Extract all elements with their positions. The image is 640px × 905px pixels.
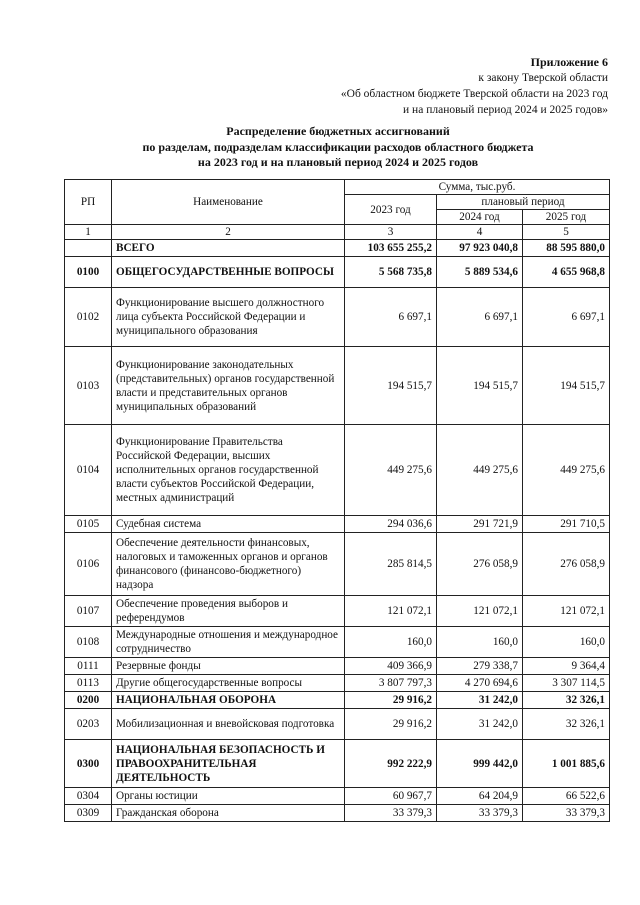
appendix-line-1: к закону Тверской области xyxy=(478,72,608,84)
col-number: 5 xyxy=(523,225,610,240)
row-value-2023: 992 222,9 xyxy=(345,740,437,788)
row-value-2025: 32 326,1 xyxy=(523,692,610,709)
row-value-2025: 9 364,4 xyxy=(523,658,610,675)
appendix-title: Приложение 6 xyxy=(530,55,608,69)
row-value-2024: 279 338,7 xyxy=(437,658,523,675)
row-code: 0203 xyxy=(65,709,112,740)
header-2023: 2023 год xyxy=(345,195,437,225)
row-name: Обеспечение деятельности финансовых, налоговых и таможенных органов и органов финансового (финансово-бюджетного) надзора xyxy=(112,533,345,596)
row-value-2025: 449 275,6 xyxy=(523,425,610,516)
row-name: Функционирование законодательных (представительных) органов государственной власти и представительных органов муниципальных образований xyxy=(112,347,345,425)
row-code: 0104 xyxy=(65,425,112,516)
row-value-2024: 999 442,0 xyxy=(437,740,523,788)
row-name: ОБЩЕГОСУДАРСТВЕННЫЕ ВОПРОСЫ xyxy=(112,257,345,288)
row-value-2025: 4 655 968,8 xyxy=(523,257,610,288)
row-value-2025: 33 379,3 xyxy=(523,805,610,822)
row-name: Органы юстиции xyxy=(112,788,345,805)
header-name: Наименование xyxy=(112,180,345,225)
row-code: 0200 xyxy=(65,692,112,709)
row-name: Международные отношения и международное сотрудничество xyxy=(112,627,345,658)
table-row xyxy=(65,596,610,627)
table-row xyxy=(65,257,610,288)
row-value-2023: 121 072,1 xyxy=(345,596,437,627)
table-row xyxy=(65,805,610,822)
table-row xyxy=(65,788,610,805)
title-line-2: по разделам, подразделам классификации расходов областного бюджета xyxy=(142,139,534,154)
row-value-2023: 3 807 797,3 xyxy=(345,675,437,692)
col-number: 1 xyxy=(65,225,112,240)
row-value-2025: 1 001 885,6 xyxy=(523,740,610,788)
row-value-2025: 291 710,5 xyxy=(523,516,610,533)
row-code: 0100 xyxy=(65,257,112,288)
row-value-2024: 5 889 534,6 xyxy=(437,257,523,288)
table-row xyxy=(65,692,610,709)
row-value-2024: 33 379,3 xyxy=(437,805,523,822)
row-value-2023: 160,0 xyxy=(345,627,437,658)
row-value-2025: 66 522,6 xyxy=(523,788,610,805)
table-row xyxy=(65,627,610,658)
table-row xyxy=(65,516,610,533)
row-value-2023: 449 275,6 xyxy=(345,425,437,516)
table-row xyxy=(65,675,610,692)
row-value-2023: 103 655 255,2 xyxy=(345,240,437,257)
row-value-2023: 60 967,7 xyxy=(345,788,437,805)
header-2025: 2025 год xyxy=(523,210,610,225)
col-number: 2 xyxy=(112,225,345,240)
row-name: Судебная система xyxy=(112,516,345,533)
table-row xyxy=(65,533,610,596)
col-number: 4 xyxy=(437,225,523,240)
table-row xyxy=(65,288,610,347)
row-value-2023: 29 916,2 xyxy=(345,709,437,740)
row-name: Обеспечение проведения выборов и референдумов xyxy=(112,596,345,627)
row-value-2024: 4 270 694,6 xyxy=(437,675,523,692)
row-value-2023: 6 697,1 xyxy=(345,288,437,347)
appendix-line-2: «Об областном бюджете Тверской области на 2023 год xyxy=(340,88,608,100)
title-line-1: Распределение бюджетных ассигнований xyxy=(226,124,450,138)
row-value-2024: 97 923 040,8 xyxy=(437,240,523,257)
table-row-total xyxy=(65,240,610,257)
row-value-2024: 291 721,9 xyxy=(437,516,523,533)
appendix-header xyxy=(341,54,608,118)
row-value-2023: 285 814,5 xyxy=(345,533,437,596)
row-value-2024: 276 058,9 xyxy=(437,533,523,596)
table-row xyxy=(65,425,610,516)
row-value-2025: 6 697,1 xyxy=(523,288,610,347)
row-value-2024: 121 072,1 xyxy=(437,596,523,627)
row-name: НАЦИОНАЛЬНАЯ ОБОРОНА xyxy=(112,692,345,709)
row-value-2023: 409 366,9 xyxy=(345,658,437,675)
row-code: 0107 xyxy=(65,596,112,627)
row-code: 0113 xyxy=(65,675,112,692)
row-code: 0300 xyxy=(65,740,112,788)
row-value-2024: 449 275,6 xyxy=(437,425,523,516)
row-value-2025: 160,0 xyxy=(523,627,610,658)
row-value-2025: 88 595 880,0 xyxy=(523,240,610,257)
row-name: ВСЕГО xyxy=(112,240,345,257)
title-line-3: на 2023 год и на плановый период 2024 и 2025 годов xyxy=(197,155,479,169)
row-value-2025: 276 058,9 xyxy=(523,533,610,596)
table-row xyxy=(65,347,610,425)
row-value-2025: 32 326,1 xyxy=(523,709,610,740)
row-name: Резервные фонды xyxy=(112,658,345,675)
row-code: 0108 xyxy=(65,627,112,658)
row-code: 0105 xyxy=(65,516,112,533)
row-value-2024: 64 204,9 xyxy=(437,788,523,805)
row-value-2023: 194 515,7 xyxy=(345,347,437,425)
row-value-2025: 121 072,1 xyxy=(523,596,610,627)
row-value-2023: 33 379,3 xyxy=(345,805,437,822)
row-value-2023: 294 036,6 xyxy=(345,516,437,533)
appendix-line-3: и на плановый период 2024 и 2025 годов» xyxy=(403,104,608,116)
header-sum: Сумма, тыс.руб. xyxy=(345,180,610,195)
row-name: Мобилизационная и вневойсковая подготовка xyxy=(112,709,345,740)
col-number: 3 xyxy=(345,225,437,240)
header-planned: плановый период xyxy=(437,195,610,210)
row-value-2025: 194 515,7 xyxy=(523,347,610,425)
row-value-2024: 194 515,7 xyxy=(437,347,523,425)
row-name: Другие общегосударственные вопросы xyxy=(112,675,345,692)
row-name: Гражданская оборона xyxy=(112,805,345,822)
row-value-2024: 160,0 xyxy=(437,627,523,658)
row-name: НАЦИОНАЛЬНАЯ БЕЗОПАСНОСТЬ И ПРАВООХРАНИТЕЛЬНАЯ ДЕЯТЕЛЬНОСТЬ xyxy=(112,740,345,788)
table-row xyxy=(65,740,610,788)
row-value-2024: 31 242,0 xyxy=(437,692,523,709)
header-2024: 2024 год xyxy=(437,210,523,225)
row-name: Функционирование высшего должностного лица субъекта Российской Федерации и муниципального образования xyxy=(112,288,345,347)
row-code: 0106 xyxy=(65,533,112,596)
row-value-2024: 6 697,1 xyxy=(437,288,523,347)
row-code: 0103 xyxy=(65,347,112,425)
row-value-2024: 31 242,0 xyxy=(437,709,523,740)
row-value-2023: 29 916,2 xyxy=(345,692,437,709)
row-code: 0309 xyxy=(65,805,112,822)
row-code xyxy=(65,240,112,257)
row-code: 0102 xyxy=(65,288,112,347)
table-row xyxy=(65,709,610,740)
row-value-2023: 5 568 735,8 xyxy=(345,257,437,288)
header-rp: РП xyxy=(65,180,112,225)
document-title xyxy=(60,124,616,171)
table-row xyxy=(65,658,610,675)
budget-table xyxy=(64,179,610,822)
row-code: 0304 xyxy=(65,788,112,805)
row-name: Функционирование Правительства Российской Федерации, высших исполнительных органов государственной власти субъектов Российской Федерации, местных администраций xyxy=(112,425,345,516)
row-value-2025: 3 307 114,5 xyxy=(523,675,610,692)
row-code: 0111 xyxy=(65,658,112,675)
